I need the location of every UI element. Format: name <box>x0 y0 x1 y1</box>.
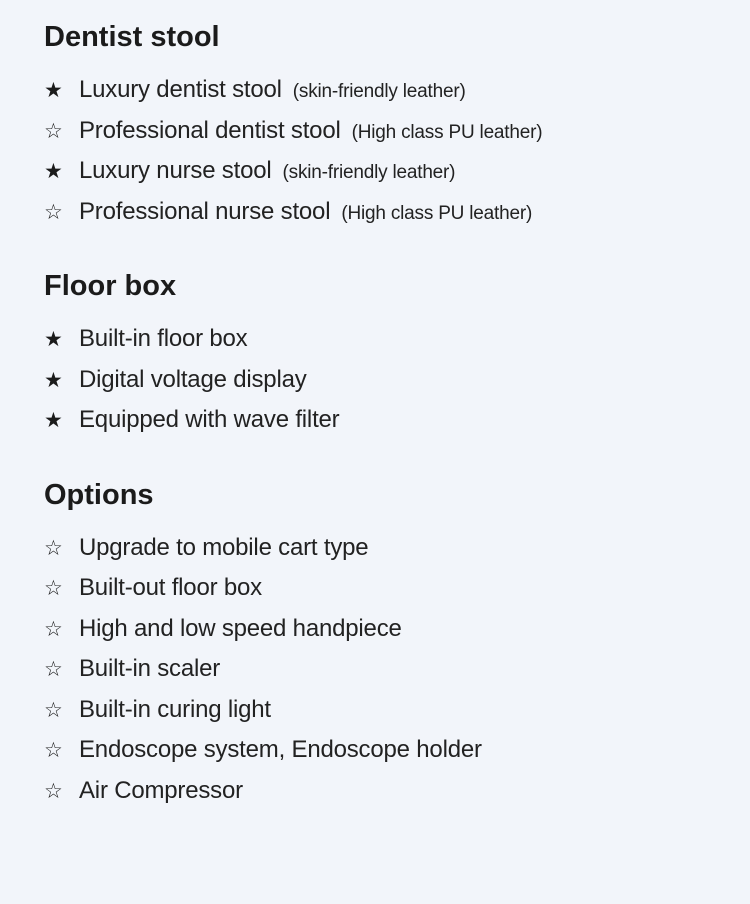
list-item <box>44 319 724 360</box>
section-floor-box <box>44 267 724 441</box>
item-label: Luxury dentist stool <box>79 76 282 103</box>
item-label: Built-in curing light <box>79 695 271 723</box>
item-label: Endoscope system, Endoscope holder <box>79 736 482 763</box>
list-item <box>44 360 724 401</box>
list-item <box>44 528 724 569</box>
list-item <box>44 568 724 609</box>
outline-star-icon: ☆ <box>44 616 63 641</box>
outline-star-icon: ☆ <box>44 778 63 803</box>
feature-list <box>44 70 724 232</box>
item-label: Air Compressor <box>79 776 243 804</box>
outline-star-icon: ☆ <box>44 738 63 762</box>
item-label: Built-out floor box <box>79 574 262 601</box>
list-item <box>44 192 724 233</box>
filled-star-icon: ★ <box>44 159 63 183</box>
list-item <box>44 70 724 111</box>
outline-star-icon: ☆ <box>44 535 63 560</box>
list-item <box>44 111 724 152</box>
outline-star-icon: ☆ <box>44 697 63 722</box>
filled-star-icon: ★ <box>44 78 63 102</box>
section-title: Dentist stool <box>44 21 220 53</box>
list-item <box>44 690 724 731</box>
filled-star-icon: ★ <box>44 327 63 351</box>
section-dentist-stool <box>44 18 724 232</box>
feature-list <box>44 319 724 441</box>
feature-list <box>44 528 724 812</box>
item-label: Upgrade to mobile cart type <box>79 533 369 561</box>
item-label: Professional dentist stool <box>79 116 341 144</box>
list-item <box>44 771 724 812</box>
item-note: (High class PU leather) <box>351 121 543 143</box>
item-label: Built-in scaler <box>79 655 221 682</box>
filled-star-icon: ★ <box>44 408 63 432</box>
item-label: Built-in floor box <box>79 325 248 352</box>
item-note: (skin-friendly leather) <box>282 162 456 183</box>
list-item <box>44 730 724 771</box>
outline-star-icon: ☆ <box>44 576 63 600</box>
section-options <box>44 476 724 812</box>
list-item <box>44 400 724 441</box>
item-label: Equipped with wave filter <box>79 406 340 433</box>
outline-star-icon: ☆ <box>44 657 63 681</box>
list-item <box>44 151 724 192</box>
list-item <box>44 649 724 690</box>
outline-star-icon: ☆ <box>44 118 63 143</box>
feature-document <box>44 18 724 811</box>
section-title: Floor box <box>44 270 177 302</box>
list-item <box>44 609 724 650</box>
section-title: Options <box>44 478 154 511</box>
item-label: Professional nurse stool <box>79 197 331 225</box>
item-note: (skin-friendly leather) <box>292 81 466 102</box>
outline-star-icon: ☆ <box>44 199 63 224</box>
item-label: Luxury nurse stool <box>79 157 272 184</box>
filled-star-icon: ★ <box>44 367 63 392</box>
item-label: Digital voltage display <box>79 365 307 393</box>
item-label: High and low speed handpiece <box>79 614 402 642</box>
item-note: (High class PU leather) <box>341 202 533 224</box>
